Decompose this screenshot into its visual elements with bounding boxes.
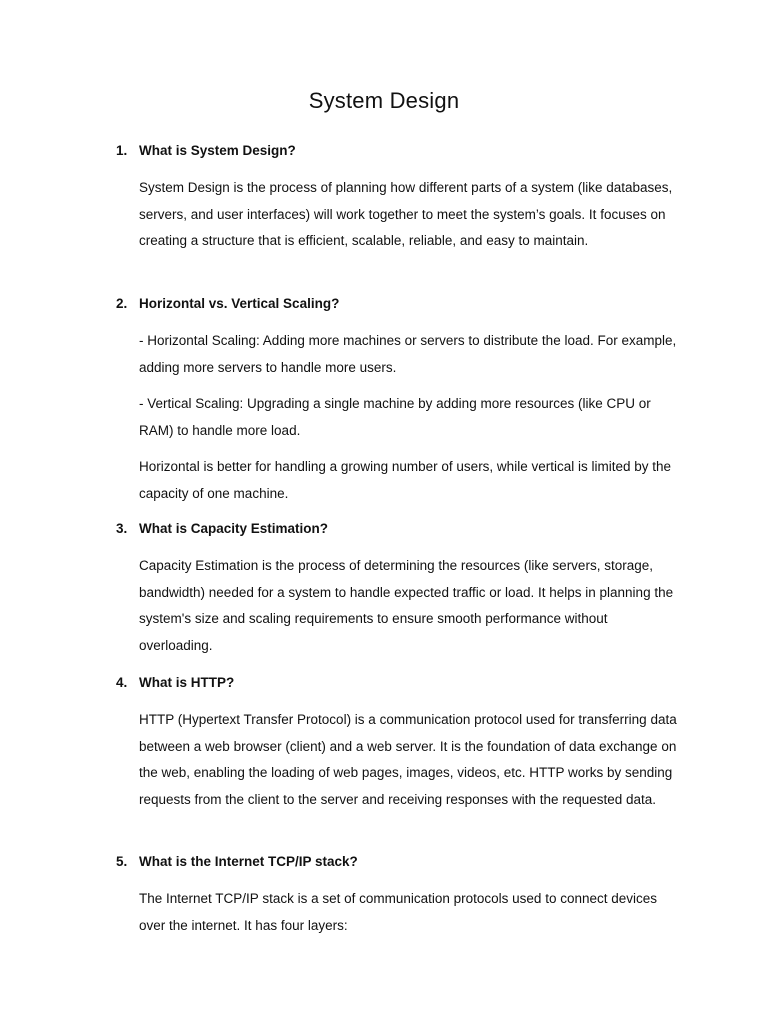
- section-number: 1.: [116, 143, 128, 158]
- section-heading: [0, 296, 768, 316]
- section-heading: [0, 143, 768, 163]
- paragraph: Capacity Estimation is the process of determining the resources (like servers, storage, bandwidth) needed for a system to handle expected traffic or load. It helps in planning the system's size and scaling requirements to ensure smooth performance without overloading.: [139, 558, 674, 653]
- section-heading: [0, 675, 768, 695]
- paragraph: The Internet TCP/IP stack is a set of communication protocols used to connect devices over the internet. It has four layers:: [139, 891, 658, 933]
- section-number: 4.: [116, 675, 128, 690]
- section-3: [0, 521, 768, 659]
- document-title: System Design: [308, 88, 460, 113]
- paragraph: - Horizontal Scaling: Adding more machines or servers to distribute the load. For example, adding more servers to handle more users.: [139, 333, 677, 375]
- section-number: 2.: [116, 296, 128, 311]
- section-heading-text: What is Capacity Estimation?: [139, 521, 329, 536]
- section-1: [0, 143, 768, 255]
- section-heading-text: Horizontal vs. Vertical Scaling?: [139, 296, 340, 311]
- section-heading-text: What is the Internet TCP/IP stack?: [139, 854, 358, 869]
- paragraph: Horizontal is better for handling a growing number of users, while vertical is limited by the capacity of one machine.: [139, 459, 671, 501]
- section-number: 3.: [116, 521, 128, 536]
- section-number: 5.: [116, 854, 128, 869]
- section-2: [0, 296, 768, 508]
- section-4: [0, 675, 768, 813]
- paragraph: - Vertical Scaling: Upgrading a single machine by adding more resources (like CPU or RAM) to handle more load.: [139, 396, 651, 438]
- section-heading-text: What is HTTP?: [139, 675, 235, 690]
- section-heading: [0, 521, 768, 541]
- section-heading-text: What is System Design?: [139, 143, 296, 158]
- section-5: [0, 854, 768, 939]
- paragraph: System Design is the process of planning how different parts of a system (like databases, servers, and user interfaces) will work together to meet the system’s goals. It focuses on creating a structure that is efficient, scalable, reliable, and easy to maintain.: [139, 180, 673, 249]
- section-heading: [0, 854, 768, 874]
- paragraph: HTTP (Hypertext Transfer Protocol) is a communication protocol used for transferring data between a web browser (client) and a web server. It is the foundation of data exchange on the web, enabling the loading of web pages, images, videos, etc. HTTP works by sending requests from the client to the server and receiving responses with the requested data.: [139, 712, 677, 807]
